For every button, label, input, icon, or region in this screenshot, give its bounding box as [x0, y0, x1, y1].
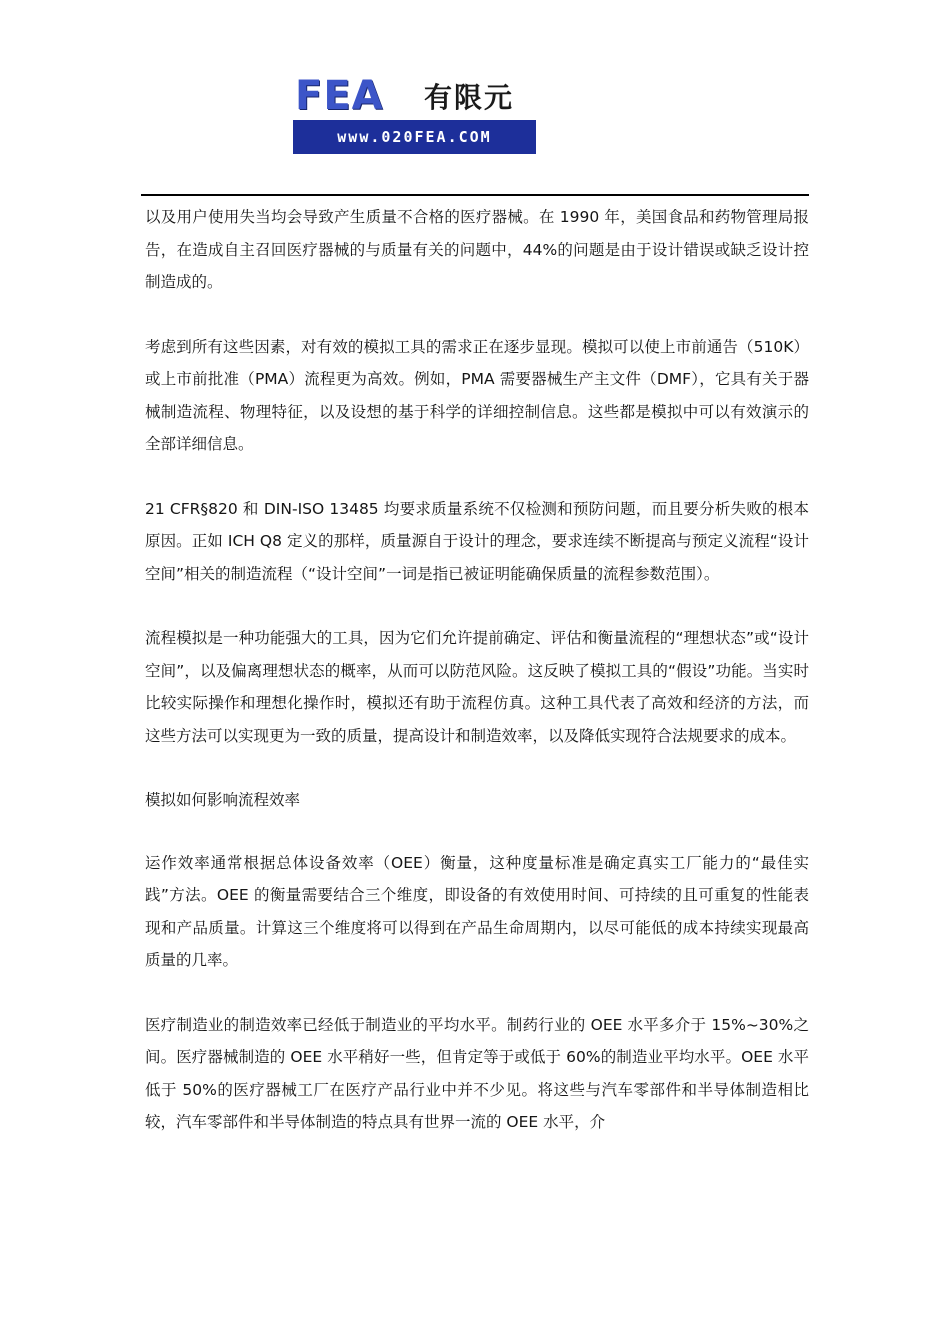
paragraph-simulation-need: 考虑到所有这些因素，对有效的模拟工具的需求正在逐步显现。模拟可以使上市前通告（510K）或上市前批准（PMA）流程更为高效。例如，PMA 需要器械生产主文件（DMF），它具有关于器械制造流程、物理特征，以及设想的基于科学的详细控制信息。这些都是模拟中可以有效演示的全部详细信息。: [145, 337, 809, 453]
logo-brand-text: FEA: [295, 73, 384, 119]
logo-top-area: [293, 74, 536, 120]
document-body: [145, 201, 809, 1171]
fea-logo: [293, 74, 536, 154]
logo-chinese-text: 有限元: [424, 81, 515, 114]
paragraph-oee: 运作效率通常根据总体设备效率（OEE）衡量，这种度量标准是确定真实工厂能力的“最佳实践”方法。OEE 的衡量需要结合三个维度，即设备的有效使用时间、可持续的且可重复的性能表现和产品质量。计算这三个维度将可以得到在产品生命周期内，以尽可能低的成本持续实现最高质量的几率。: [145, 853, 809, 969]
paragraph-cfr-iso: 21 CFR§820 和 DIN-ISO 13485 均要求质量系统不仅检测和预防问题，而且要分析失败的根本原因。正如 ICH Q8 定义的那样，质量源自于设计的理念，要求连续不断提高与预定义流程“设计空间”相关的制造流程（“设计空间”一词是指已被证明能确保质量的流程参数范围）。: [145, 499, 809, 583]
paragraph-device-quality: 以及用户使用失当均会导致产生质量不合格的医疗器械。在 1990 年，美国食品和药物管理局报告，在造成自主召回医疗器械的与质量有关的问题中，44%的问题是由于设计错误或缺乏设计控制造成的。: [145, 208, 809, 291]
paragraph-manufacturing-efficiency: 医疗制造业的制造效率已经低于制造业的平均水平。制药行业的 OEE 水平多介于 15%~30%之间。医疗器械制造的 OEE 水平稍好一些，但肯定等于或低于 60%的制造业平均水平。OEE 水平低于 50%的医疗器械工厂在医疗产品行业中并不少见。将这些与汽车零部件和半导体制造相比较，汽车零部件和半导体制造的特点具有世界一流的 OEE 水平，介: [145, 1015, 809, 1131]
logo-url-text: www.020FEA.COM: [337, 128, 492, 146]
logo-url-band: [293, 120, 536, 154]
header-rule: [141, 194, 809, 196]
section-heading: 模拟如何影响流程效率: [145, 791, 301, 809]
paragraph-process-simulation: 流程模拟是一种功能强大的工具，因为它们允许提前确定、评估和衡量流程的“理想状态”或“设计空间”，以及偏离理想状态的概率，从而可以防范风险。这反映了模拟工具的“假设”功能。当实时比较实际操作和理想化操作时，模拟还有助于流程仿真。这种工具代表了高效和经济的方法，而这些方法可以实现更为一致的质量，提高设计和制造效率，以及降低实现符合法规要求的成本。: [145, 629, 809, 745]
